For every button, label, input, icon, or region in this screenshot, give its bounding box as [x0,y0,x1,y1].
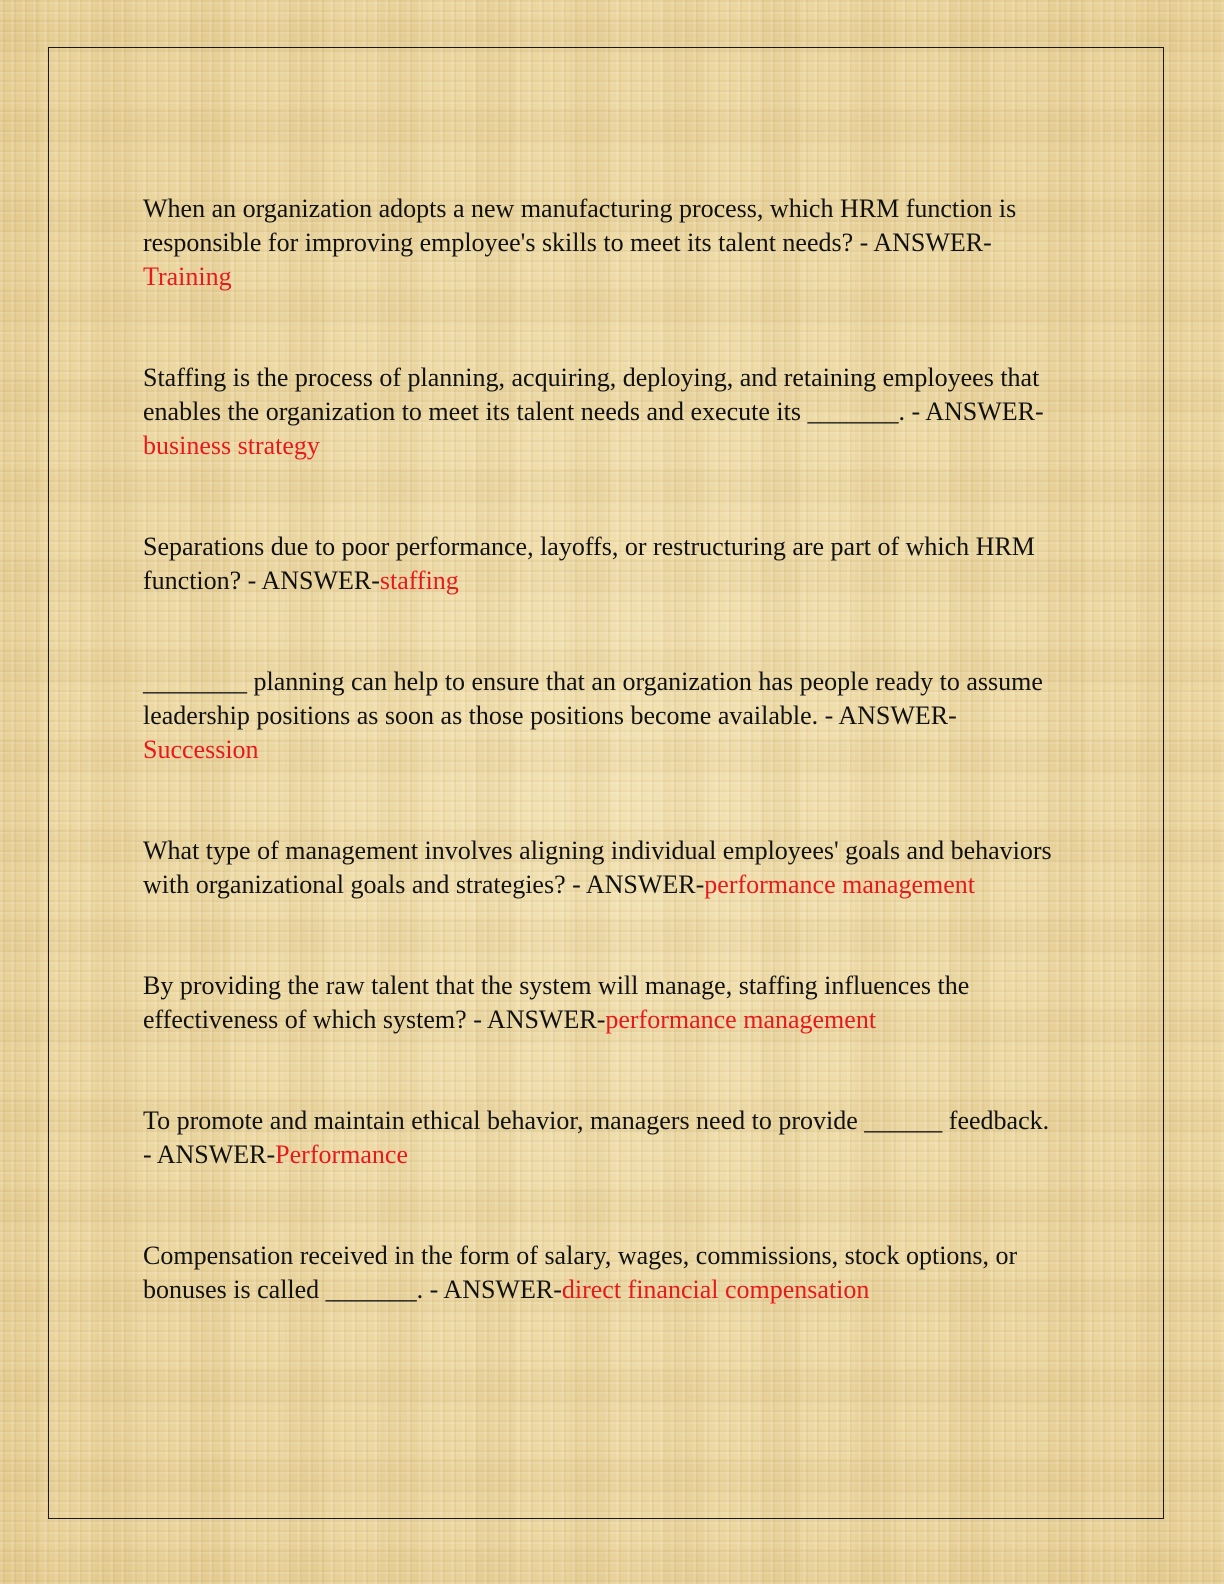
answer-text: business strategy [143,431,320,460]
qa-item-5 [143,834,1063,902]
qa-item-2 [143,361,1063,463]
answer-text: performance management [605,1005,877,1034]
qa-item-1 [143,192,1063,294]
answer-label: ANSWER- [261,566,380,595]
question-text: Compensation received in the form of salary, wages, commissions, stock options, or bonuses is called _______. - [143,1241,1018,1304]
question-text: When an organization adopts a new manufacturing process, which HRM function is responsible for improving employee's skills to meet its talent needs? - [143,194,1017,257]
answer-text: performance management [704,870,975,899]
answer-label: ANSWER- [156,1140,276,1169]
answer-label: ANSWER- [873,228,992,257]
answer-text: direct financial compensation [561,1275,870,1304]
question-text: ________ planning can help to ensure that an organization has people ready to assume leadership positions as soon as those positions become available. - [143,667,1043,730]
answer-label: ANSWER- [443,1275,562,1304]
answer-text: Performance [275,1140,408,1169]
answer-text: Succession [143,735,259,764]
question-text: To promote and maintain ethical behavior, managers need to provide ______ feedback. - [143,1106,1050,1169]
qa-item-7 [143,1104,1063,1172]
qa-list [143,192,1063,1374]
answer-text: staffing [379,566,459,595]
question-text: By providing the raw talent that the system will manage, staffing influences the effectiveness of which system? - [143,971,970,1034]
answer-label: ANSWER- [838,701,957,730]
qa-item-6 [143,969,1063,1037]
question-text: Staffing is the process of planning, acquiring, deploying, and retaining employees that enables the organization to meet its talent needs and execute its _______. - [143,363,1040,426]
qa-item-4 [143,665,1063,767]
question-text: Separations due to poor performance, layoffs, or restructuring are part of which HRM function? - [143,532,1035,595]
answer-label: ANSWER- [486,1005,606,1034]
answer-label: ANSWER- [925,397,1044,426]
qa-item-3 [143,530,1063,598]
answer-label: ANSWER- [585,870,705,899]
question-text: What type of management involves aligning individual employees' goals and behaviors with organizational goals and strategies? - [143,836,1052,899]
qa-item-8 [143,1239,1063,1307]
answer-text: Training [143,262,232,291]
